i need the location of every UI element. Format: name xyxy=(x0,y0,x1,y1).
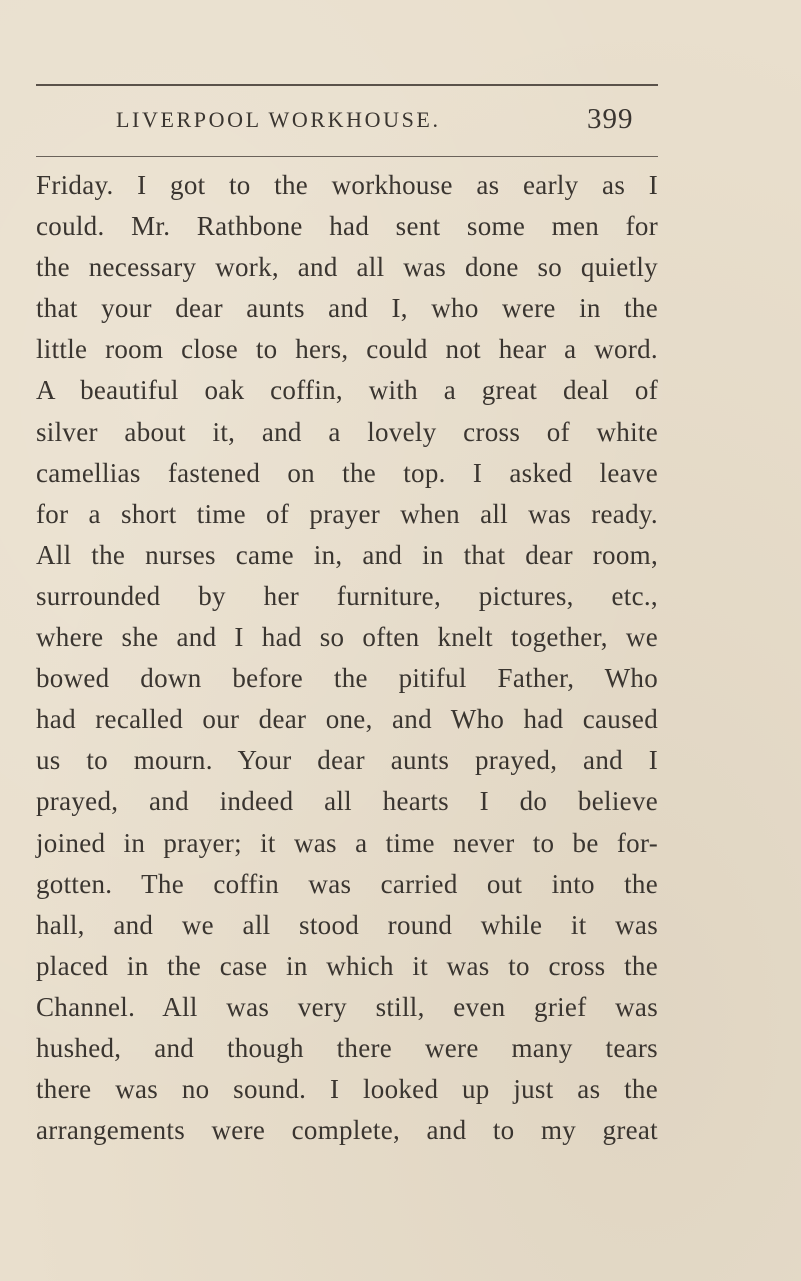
text-line: the necessary work, and all was done so quietly xyxy=(36,252,658,283)
text-line: hall, and we all stood round while it was xyxy=(36,909,658,940)
text-line: joined in prayer; it was a time never to be for- xyxy=(36,827,658,858)
text-line: us to mourn. Your dear aunts prayed, and I xyxy=(36,745,658,776)
text-line: gotten. The coffin was carried out into the xyxy=(36,868,658,899)
text-line: surrounded by her furniture, pictures, etc., xyxy=(36,580,658,611)
text-line: placed in the case in which it was to cross the xyxy=(36,950,658,981)
running-title: LIVERPOOL WORKHOUSE. xyxy=(116,107,441,132)
header-top-rule xyxy=(36,84,658,86)
text-line: where she and I had so often knelt together, we xyxy=(36,622,658,653)
text-line: camellias fastened on the top. I asked leave xyxy=(36,457,658,488)
text-line: there was no sound. I looked up just as the xyxy=(36,1074,658,1105)
text-line: prayed, and indeed all hearts I do believe xyxy=(36,786,658,817)
page-number: 399 xyxy=(587,103,634,135)
text-line: hushed, and though there were many tears xyxy=(36,1032,658,1063)
text-line: arrangements were complete, and to my great xyxy=(36,1115,658,1146)
text-line: Channel. All was very still, even grief was xyxy=(36,991,658,1022)
text-line: Friday. I got to the workhouse as early as I xyxy=(36,170,658,200)
body-text xyxy=(36,165,658,1151)
text-line: that your dear aunts and I, who were in the xyxy=(36,293,658,324)
text-line: bowed down before the pitiful Father, Who xyxy=(36,663,658,694)
header-bottom-rule xyxy=(36,156,658,157)
text-line: All the nurses came in, and in that dear room, xyxy=(36,539,658,570)
text-line: had recalled our dear one, and Who had caused xyxy=(36,704,658,735)
text-line: for a short time of prayer when all was ready. xyxy=(36,498,658,529)
text-line: A beautiful oak coffin, with a great deal of xyxy=(36,375,658,406)
text-line: little room close to hers, could not hear a word. xyxy=(36,334,658,365)
text-line: could. Mr. Rathbone had sent some men for xyxy=(36,211,658,242)
text-line: silver about it, and a lovely cross of white xyxy=(36,416,658,447)
